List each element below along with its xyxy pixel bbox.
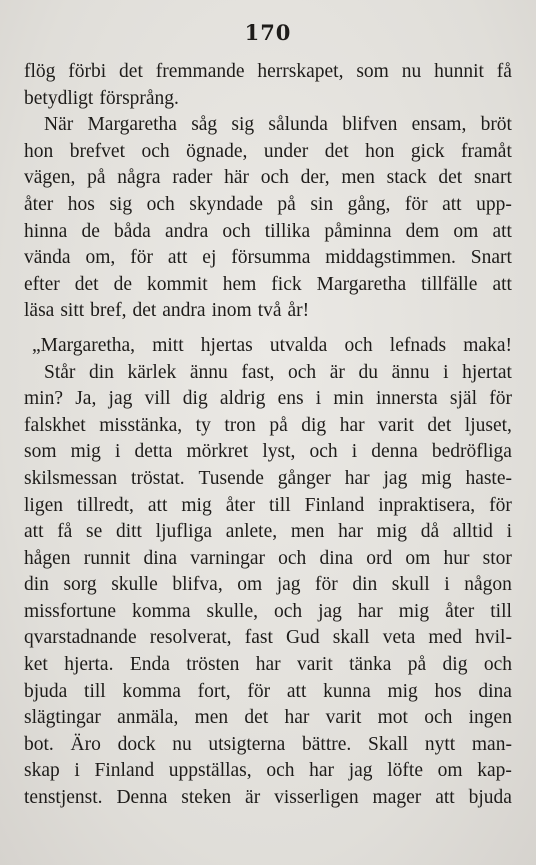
word: När [44, 114, 74, 136]
word: på [269, 414, 288, 436]
word: varit [378, 414, 414, 436]
word: förbi [68, 61, 107, 82]
word: läsa [24, 300, 55, 322]
word: du [358, 361, 378, 383]
word: utsigterna [208, 733, 286, 755]
word: flög [24, 61, 56, 82]
word: om [437, 760, 463, 782]
word: åter [225, 494, 255, 516]
word: för [247, 680, 271, 702]
word: i [506, 521, 512, 543]
word: bot. [24, 733, 54, 755]
word: betydligt [24, 87, 94, 109]
word: ty [195, 414, 211, 436]
word: sitt [60, 300, 85, 322]
word: hinna [24, 220, 68, 242]
word: falskhet [24, 414, 86, 436]
word: under [263, 140, 309, 162]
word: mot [377, 707, 408, 729]
word: i [443, 361, 449, 383]
word: att [442, 193, 462, 215]
word: att [167, 247, 188, 269]
word: ej [202, 247, 217, 269]
word: i [315, 388, 322, 410]
word: mörkret [186, 441, 249, 463]
word: om [453, 220, 479, 242]
text-line [24, 785, 512, 812]
word: ensam, [411, 114, 467, 136]
word: någon [464, 574, 512, 596]
text-line [24, 272, 512, 299]
word: hågen [24, 547, 71, 569]
text-line [24, 86, 512, 113]
word: misstänka, [99, 414, 183, 436]
word: för [489, 494, 512, 516]
word: är [245, 787, 261, 809]
word: till [268, 494, 291, 516]
word: Gud [286, 627, 320, 649]
word: Ja, [75, 388, 97, 410]
word: och [344, 334, 373, 356]
word: slägtingar [24, 707, 101, 729]
word: bjuda [24, 680, 68, 702]
word: runnit [83, 547, 131, 569]
word: gick [410, 140, 445, 162]
word: dig [442, 654, 468, 676]
text-line [24, 298, 512, 325]
word: i [444, 574, 450, 596]
word: jag [108, 388, 133, 410]
text-line [24, 599, 512, 626]
word: innersta [375, 388, 438, 410]
word: dina [319, 547, 354, 569]
word: tron [224, 414, 256, 436]
text-line [24, 219, 512, 246]
word: hos [434, 680, 462, 702]
word: jag [348, 760, 373, 782]
word: hjertat [462, 361, 512, 383]
text-line [24, 705, 512, 732]
word: nu [172, 733, 192, 755]
word: försumma [231, 247, 311, 269]
word: efter [24, 273, 60, 295]
word: i [351, 441, 358, 463]
word: trösten [186, 654, 240, 676]
word: de [81, 220, 100, 242]
word: se [86, 521, 103, 543]
word: mig [421, 467, 452, 489]
word: gång, [347, 193, 391, 215]
text-line [24, 439, 512, 466]
word: och [278, 547, 307, 569]
word: visserligen [274, 787, 359, 809]
word: men [194, 707, 229, 729]
word: ord [366, 547, 393, 569]
word: komma [122, 680, 181, 702]
word: och [266, 760, 295, 782]
word: din [89, 361, 114, 383]
word: vägen, [24, 167, 76, 189]
word: ögnade, [186, 140, 248, 162]
word: mager [372, 787, 422, 809]
word: gånger [277, 467, 331, 489]
text-line [24, 413, 512, 440]
word: upp- [476, 193, 512, 215]
word: Finland [304, 494, 365, 516]
word: min? [24, 388, 63, 410]
word: Denna [116, 787, 168, 809]
word: försprång. [99, 87, 179, 109]
word: ket [24, 654, 48, 676]
word: men [341, 167, 375, 189]
word: framåt [461, 140, 512, 162]
word: jag [318, 600, 342, 622]
word: snart [473, 167, 512, 189]
word: ljufliga [155, 521, 212, 543]
word: dig [301, 414, 327, 436]
word: det [427, 414, 452, 436]
word: och [260, 167, 289, 189]
word: det [74, 273, 99, 295]
word: anmäla, [117, 707, 179, 729]
word: hjertas [200, 334, 253, 356]
word: ditt [115, 521, 142, 543]
word: att [435, 787, 455, 809]
word: dig [182, 388, 208, 410]
word: två [257, 300, 282, 322]
word: det [132, 300, 157, 322]
text-line [24, 466, 512, 493]
word: inom [211, 300, 252, 322]
word: har [339, 414, 365, 436]
word: sin [310, 193, 334, 215]
page-number: 170 [244, 20, 292, 45]
word: att [286, 680, 307, 702]
word: der, [300, 167, 330, 189]
word: och [146, 193, 175, 215]
word: kommit [147, 273, 208, 295]
word: och [273, 600, 303, 622]
word: blifva, [172, 574, 223, 596]
word: och [222, 220, 251, 242]
word: bjuda [468, 787, 512, 809]
word: fick [271, 273, 302, 295]
word: sig [109, 193, 133, 215]
word: man- [471, 733, 512, 755]
word: aldrig [219, 388, 266, 410]
word: hos [67, 193, 95, 215]
word: skyndade [189, 193, 263, 215]
word: bref, [90, 300, 127, 322]
word: och [424, 707, 453, 729]
word: hjerta. [64, 654, 114, 676]
text-line [24, 546, 512, 573]
word: men [290, 521, 325, 543]
word: fort, [197, 680, 231, 702]
text-line [24, 333, 512, 360]
word: nu [401, 61, 422, 82]
word: haste- [465, 467, 512, 489]
word: kärlek [127, 361, 177, 383]
word: fremmande [155, 61, 245, 82]
word: har [357, 600, 383, 622]
word: påminna [324, 220, 392, 242]
word: vill [144, 388, 171, 410]
body-text [24, 59, 512, 812]
word: hon [24, 140, 54, 162]
word: stor [482, 547, 512, 569]
word: få [496, 61, 512, 82]
text-line [24, 572, 512, 599]
word: resolverat, [149, 627, 232, 649]
word: för [315, 574, 338, 596]
word: båda [114, 220, 151, 242]
word: sålunda [268, 114, 328, 136]
word: Tusende [198, 467, 264, 489]
word: kunna [323, 680, 371, 702]
word: på [277, 193, 296, 215]
word: om [405, 547, 431, 569]
word: qvarstadnande [24, 627, 137, 649]
word: som [356, 61, 389, 82]
word: varit [297, 654, 333, 676]
word: sig [231, 114, 255, 136]
word: på [407, 654, 427, 676]
word: kap- [477, 760, 512, 782]
word: för [489, 388, 512, 410]
word: veta [382, 627, 416, 649]
word: Margaretha [316, 273, 407, 295]
word: tillika [264, 220, 311, 242]
word: på [87, 167, 106, 189]
word: och [287, 361, 317, 383]
word: Skall [368, 733, 409, 755]
word: andra [164, 220, 209, 242]
word: „Margaretha, [32, 334, 136, 356]
word: det [438, 167, 463, 189]
text-line [24, 386, 512, 413]
word: din [352, 574, 378, 596]
word: i [74, 760, 80, 782]
word: min [333, 388, 364, 410]
text-line [24, 519, 512, 546]
word: Äro [70, 733, 101, 755]
word: med [428, 627, 462, 649]
word: och [483, 654, 512, 676]
word: ens [277, 388, 304, 410]
word: och [309, 441, 338, 463]
word: bedröfliga [431, 441, 512, 463]
text-line [24, 652, 512, 679]
word: dina [143, 547, 178, 569]
word: brefvet [69, 140, 125, 162]
word: om [237, 574, 263, 596]
word: Snart [470, 247, 512, 269]
word: få [57, 521, 73, 543]
word: bröt [480, 114, 512, 136]
word: åter [445, 600, 475, 622]
word: skulle, [206, 600, 258, 622]
text-line [24, 112, 512, 139]
word: Margaretha [87, 114, 177, 136]
word: ingen [468, 707, 512, 729]
text-line [24, 360, 512, 387]
word: för [130, 247, 153, 269]
word: komma [132, 600, 191, 622]
word: mig [376, 521, 408, 543]
word: jag [383, 467, 408, 489]
text-line [24, 625, 512, 652]
word: tenstjenst. [24, 787, 103, 809]
word: ligen [24, 494, 63, 516]
word: som [24, 441, 57, 463]
word: herrskapet, [257, 61, 344, 82]
word: till [490, 600, 512, 622]
word: lyst, [262, 441, 296, 463]
word: dina [478, 680, 512, 702]
word: att [492, 220, 512, 242]
word: några [117, 167, 161, 189]
word: mig [398, 600, 430, 622]
word: såg [191, 114, 218, 136]
word: tillredt, [77, 494, 134, 516]
word: dock [117, 733, 156, 755]
word: ännu [189, 361, 228, 383]
text-line [24, 192, 512, 219]
word: detta [134, 441, 173, 463]
word: har [344, 467, 370, 489]
word: skap [24, 760, 60, 782]
word: att [147, 494, 168, 516]
word: skilsmessan [24, 467, 118, 489]
word: är [329, 361, 345, 383]
word: ännu [391, 361, 430, 383]
text-line [24, 493, 512, 520]
word: de [113, 273, 132, 295]
word: hon [365, 140, 395, 162]
word: skull [391, 574, 430, 596]
word: har [338, 521, 363, 543]
word: blifven [342, 114, 398, 136]
word: det [324, 140, 349, 162]
word: rader [172, 167, 213, 189]
word: Finland [94, 760, 155, 782]
word: missfortune [24, 600, 117, 622]
text-line [24, 245, 512, 272]
word: middagstimmen. [325, 247, 456, 269]
word: tänka [349, 654, 392, 676]
text-line [24, 139, 512, 166]
word: att [492, 273, 512, 295]
word: inpraktisera, [378, 494, 476, 516]
word: sorg [63, 574, 97, 596]
word: nytt [424, 733, 456, 755]
word: skall [332, 627, 370, 649]
word: om, [85, 247, 116, 269]
word: i [115, 441, 121, 463]
word: bättre. [302, 733, 352, 755]
word: utvalda [269, 334, 328, 356]
word: löfte [387, 760, 423, 782]
word: hem [222, 273, 257, 295]
word: vända [24, 247, 71, 269]
word: steken [181, 787, 232, 809]
word: alltid [452, 521, 493, 543]
word: uppställas, [168, 760, 252, 782]
word: skulle [111, 574, 158, 596]
word: lefnads [389, 334, 447, 356]
word: mig [181, 494, 212, 516]
word: hunnit [434, 61, 484, 82]
word: mig [70, 441, 101, 463]
word: här [224, 167, 249, 189]
word: mitt [152, 334, 184, 356]
word: varit [325, 707, 362, 729]
word: för [404, 193, 428, 215]
word: och [141, 140, 170, 162]
word: fast, [241, 361, 275, 383]
word: din [24, 574, 49, 596]
word: denna [371, 441, 418, 463]
word: år! [287, 300, 310, 322]
word: andra [162, 300, 206, 322]
text-line [24, 679, 512, 706]
text-line [24, 732, 512, 759]
word: jag [276, 574, 301, 596]
word: det [244, 707, 269, 729]
word: själ [449, 388, 477, 410]
word: åter [24, 193, 54, 215]
word: det [119, 61, 143, 82]
word: har [284, 707, 310, 729]
word: till [84, 680, 106, 702]
word: Enda [129, 654, 170, 676]
text-line [24, 758, 512, 785]
word: ljuset, [464, 414, 512, 436]
word: hvil- [475, 627, 512, 649]
word: att [24, 521, 44, 543]
word: hur [443, 547, 470, 569]
word: fast [244, 627, 273, 649]
word: maka! [463, 334, 512, 356]
word: tillfälle [421, 273, 478, 295]
word: tröstat. [131, 467, 185, 489]
word: då [420, 521, 440, 543]
word: Står [44, 361, 76, 383]
word: varningar [190, 547, 265, 569]
word: stack [386, 167, 427, 189]
word: har [309, 760, 335, 782]
word: mig [387, 680, 418, 702]
text-line [24, 59, 512, 86]
word: dem [405, 220, 440, 242]
word: anlete, [225, 521, 278, 543]
text-line [24, 165, 512, 192]
word: har [255, 654, 281, 676]
